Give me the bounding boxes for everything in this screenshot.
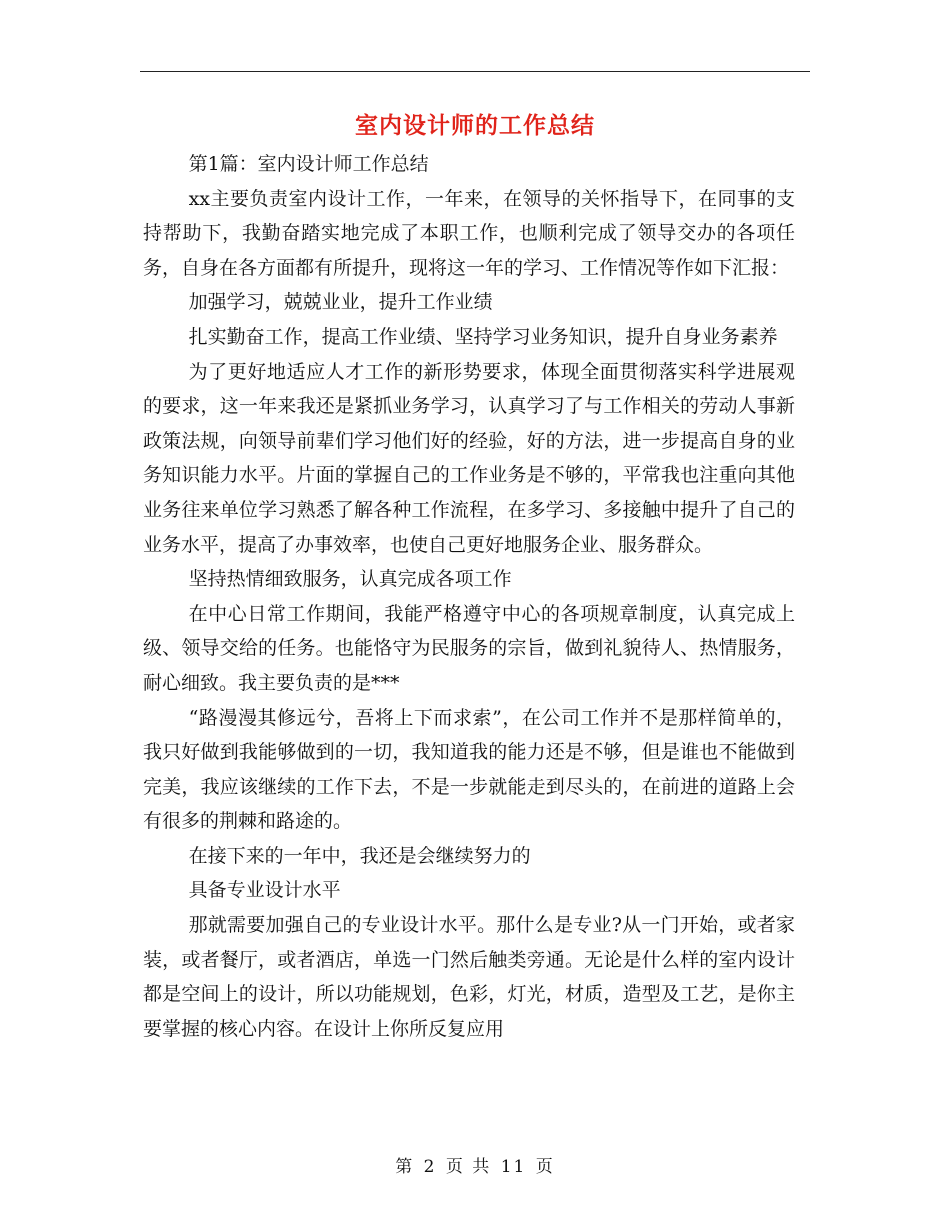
footer-suffix: 页 (535, 1157, 555, 1177)
paragraph: 在中心日常工作期间，我能严格遵守中心的各项规章制度，认真完成上级、领导交给的任务。也能恪守为民服务的宗旨，做到礼貌待人、热情服务，耐心细致。我主要负责的是*** (143, 602, 795, 694)
header-rule (140, 71, 810, 72)
paragraph: xx主要负责室内设计工作，一年来，在领导的关怀指导下，在同事的支持帮助下，我勤奋踏实地完成了本职工作，也顺利完成了领导交办的各项任务，自身在各方面都有所提升，现将这一年的学习、工作情况等作如下汇报： (143, 187, 795, 279)
total-pages-number: 11 (500, 1157, 527, 1177)
paragraph: 坚持热情细致服务，认真完成各项工作 (188, 568, 512, 591)
paragraph: 第1篇：室内设计师工作总结 (188, 153, 429, 175)
paragraph: 那就需要加强自己的专业设计水平。那什么是专业?从一门开始，或者家装，或者餐厅，或者酒店，单选一门然后触类旁通。无论是什么样的室内设计都是空间上的设计，所以功能规划，色彩，灯光，材质，造型及工艺，是你主要掌握的核心内容。在设计上你所反复应用 (143, 914, 795, 1040)
paragraph: 为了更好地适应人才工作的新形势要求，体现全面贯彻落实科学进展观的要求，这一年来我还是紧抓业务学习，认真学习了与工作相关的劳动人事新政策法规，向领导前辈们学习他们好的经验，好的方法，进一步提高自身的业务知识能力水平。片面的掌握自己的工作业务是不够的，平常我也注重向其他业务往来单位学习熟悉了解各种工作流程，在多学习、多接触中提升了自己的业务水平，提高了办事效率，也使自己更好地服务企业、服务群众。 (143, 360, 795, 556)
paragraph: 扎实勤奋工作，提高工作业绩、坚持学习业务知识，提升自身业务素养 (188, 325, 778, 348)
paragraph: 具备专业设计水平 (188, 879, 341, 902)
paragraph: 加强学习，兢兢业业，提升工作业绩 (188, 291, 493, 314)
page-footer (0, 1152, 950, 1177)
document-title: 室内设计师的工作总结 (355, 112, 595, 139)
footer-prefix: 第 (395, 1157, 415, 1177)
document-body (143, 147, 795, 1046)
paragraph: “路漫漫其修远兮，吾将上下而求索”，在公司工作并不是那样简单的，我只好做到我能够做到的一切，我知道我的能力还是不够，但是谁也不能做到完美，我应该继续的工作下去，不是一步就能走到尽头的，在前进的道路上会有很多的荆棘和路途的。 (143, 706, 795, 833)
paragraph: 在接下来的一年中，我还是会继续努力的 (188, 844, 531, 867)
footer-middle: 页 共 (445, 1157, 492, 1177)
current-page-number: 2 (423, 1157, 437, 1177)
